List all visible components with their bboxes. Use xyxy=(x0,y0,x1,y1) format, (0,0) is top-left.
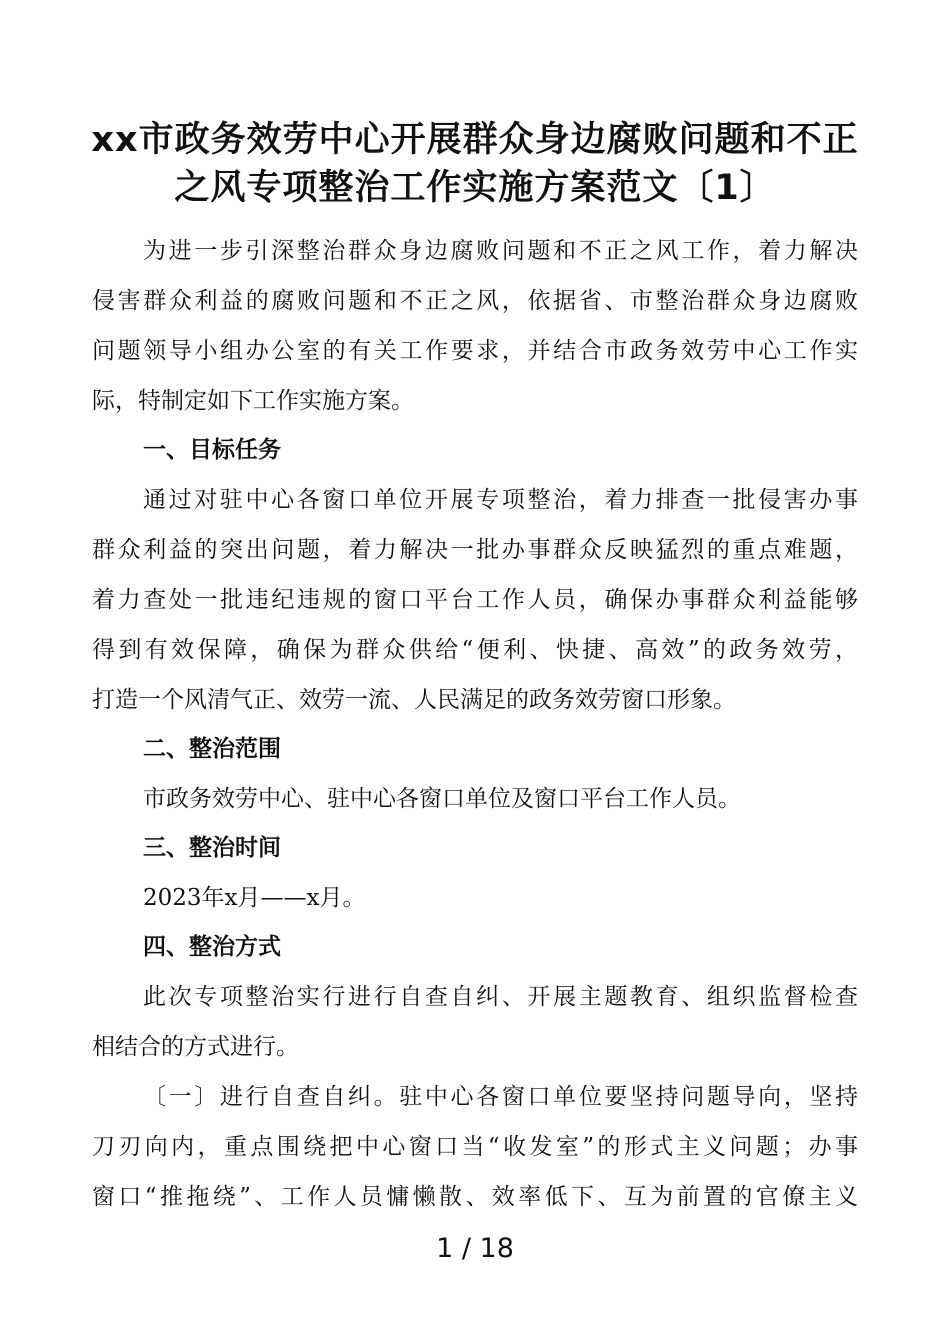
intro-paragraph-line: 问题领导小组办公室的有关工作要求，并结合市政务效劳中心工作实 xyxy=(92,338,858,364)
time-paragraph-line: 2023年x月——x月。 xyxy=(143,885,366,911)
section-heading-scope: 二、整治范围 xyxy=(143,736,281,762)
goals-paragraph-line: 得到有效保障，确保为群众供给“便利、快捷、高效”的政务效劳， xyxy=(92,637,858,663)
method-paragraph-line: 刀刃向内，重点围绕把中心窗口当“收发室”的形式主义问题；办事 xyxy=(92,1134,858,1160)
intro-paragraph-line: 侵害群众利益的腐败问题和不正之风，依据省、市整治群众身边腐败 xyxy=(92,288,858,314)
intro-paragraph-line: 际，特制定如下工作实施方案。 xyxy=(92,388,414,414)
method-paragraph-line: 相结合的方式进行。 xyxy=(92,1034,299,1060)
method-paragraph-line: 〔一〕进行自查自纠。驻中心各窗口单位要坚持问题导向，坚持 xyxy=(143,1084,858,1110)
section-heading-method: 四、整治方式 xyxy=(143,934,281,960)
page-number: 1 / 18 xyxy=(436,1233,514,1264)
section-heading-time: 三、整治时间 xyxy=(143,835,281,861)
goals-paragraph-line: 群众利益的突出问题，着力解决一批办事群众反映猛烈的重点难题， xyxy=(92,537,858,563)
section-heading-goals: 一、目标任务 xyxy=(143,437,281,463)
method-paragraph-line: 窗口“推拖绕”、工作人员慵懒散、效率低下、互为前置的官僚主义 xyxy=(92,1184,858,1210)
goals-paragraph-line: 通过对驻中心各窗口单位开展专项整治，着力排查一批侵害办事 xyxy=(143,487,858,513)
document-title-line-2: 之风专项整治工作实施方案范文〔1〕 xyxy=(174,168,776,208)
intro-paragraph-line: 为进一步引深整治群众身边腐败问题和不正之风工作，着力解决 xyxy=(143,238,858,264)
document-title-line-1: xx市政务效劳中心开展群众身边腐败问题和不正 xyxy=(91,120,859,160)
goals-paragraph-line: 着力查处一批违纪违规的窗口平台工作人员，确保办事群众利益能够 xyxy=(92,587,858,613)
goals-paragraph-line: 打造一个风清气正、效劳一流、人民满足的政务效劳窗口形象。 xyxy=(92,687,736,713)
method-paragraph-line: 此次专项整治实行进行自查自纠、开展主题教育、组织监督检查 xyxy=(143,984,858,1010)
scope-paragraph-line: 市政务效劳中心、驻中心各窗口单位及窗口平台工作人员。 xyxy=(143,786,741,812)
